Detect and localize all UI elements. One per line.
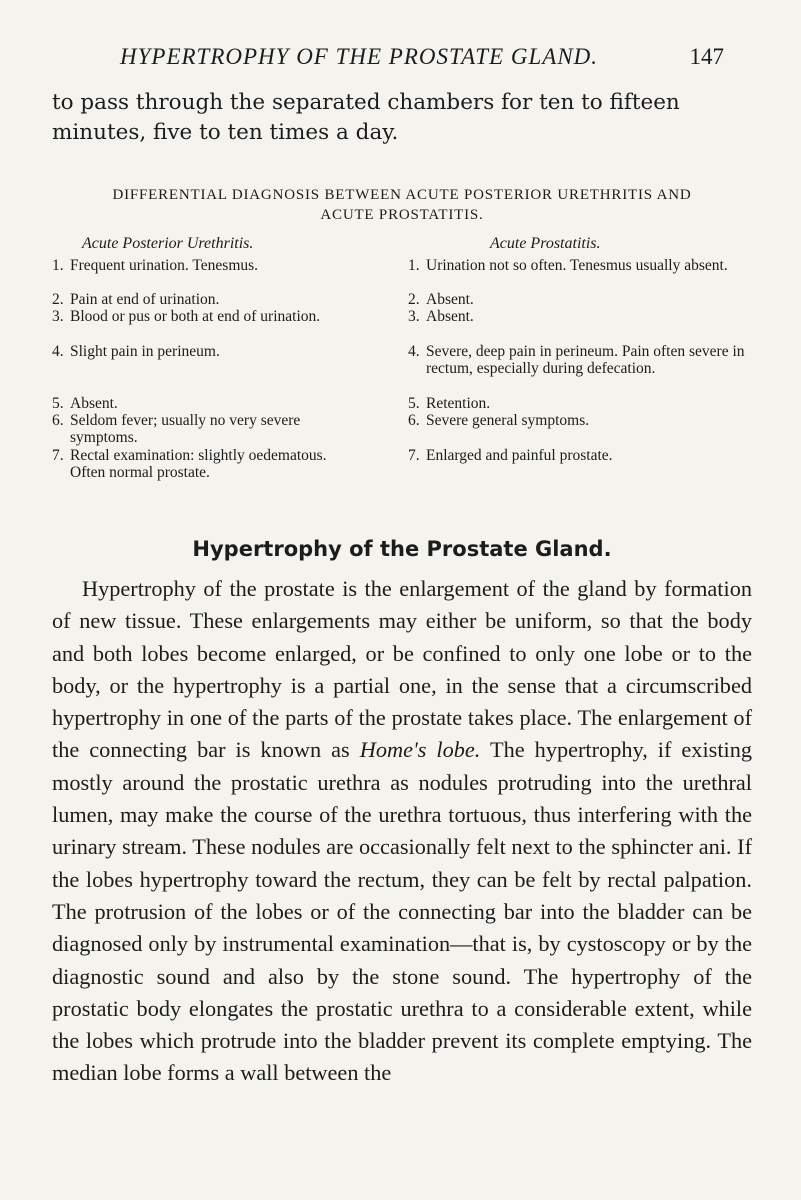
item-text: Retention. (426, 395, 491, 412)
urethritis-item (52, 343, 332, 360)
item-text: Frequent urination. Tenesmus. (70, 257, 259, 274)
section-heading-line2: ACUTE PROSTATITIS. (320, 207, 484, 223)
item-number: 7. (408, 447, 420, 464)
prostatitis-item (408, 291, 753, 308)
item-text: Absent. (426, 308, 474, 325)
item-number: 5. (408, 395, 420, 412)
item-text: Enlarged and painful prostate. (426, 447, 613, 464)
item-text: Blood or pus or both at end of urination. (70, 308, 321, 325)
item-text: Seldom fever; usually no very severe symptoms. (70, 412, 301, 446)
item-number: 6. (52, 412, 64, 429)
item-number: 7. (52, 447, 64, 464)
item-number: 4. (52, 343, 64, 360)
item-text: Absent. (426, 291, 474, 308)
urethritis-item (52, 447, 332, 481)
prostatitis-item (408, 308, 753, 325)
prostatitis-item (408, 395, 753, 412)
urethritis-item (52, 412, 332, 446)
item-number: 2. (408, 291, 420, 308)
chapter-heading: Hypertrophy of the Prostate Gland. (192, 537, 612, 561)
section-heading-line1: DIFFERENTIAL DIAGNOSIS BETWEEN ACUTE POSTERIOR URETHRITIS AND (112, 187, 692, 203)
body-paragraph (52, 573, 752, 1090)
item-number: 2. (52, 291, 64, 308)
item-text: Pain at end of urination. (70, 291, 220, 308)
column-header-prostatitis: Acute Prostatitis. (490, 235, 601, 252)
intro-paragraph: to pass through the separated chambers for ten to fifteen minutes, five to ten times a day. (52, 90, 680, 145)
item-number: 5. (52, 395, 64, 412)
prostatitis-item (408, 447, 753, 464)
running-title: HYPERTROPHY OF THE PROSTATE GLAND. (120, 44, 599, 69)
item-text: Severe, deep pain in perineum. Pain often severe in rectum, especially during defecation. (426, 343, 745, 377)
item-number: 3. (52, 308, 64, 325)
section-heading (52, 185, 752, 225)
page-number: 147 (689, 44, 724, 69)
prostatitis-item (408, 257, 753, 274)
prostatitis-item (408, 412, 753, 429)
urethritis-item (52, 257, 332, 274)
item-number: 4. (408, 343, 420, 360)
body-text-part1: Hypertrophy of the prostate is the enlargement of the gland by formation of new tissue. These enlargements may either be uniform, so that the body and both lobes become enlarged, or be confined to only one lobe or to the body, or the hypertrophy is a partial one, in the sense that a circumscribed hypertrophy in one of the parts of the prostate takes place. The enlargement of the connecting bar is known as (52, 576, 752, 763)
item-text: Severe general symptoms. (426, 412, 590, 429)
homes-lobe-term: Home's lobe. (359, 737, 481, 763)
urethritis-item (52, 395, 332, 412)
body-text (52, 573, 752, 1090)
item-number: 1. (408, 257, 420, 274)
body-text-part2: The hypertrophy, if existing mostly around the prostatic urethra as nodules protruding into the urethral lumen, may make the course of the urethra tortuous, thus interfering with the urinary stream. These nodules are occasionally felt next to the sphincter ani. If the lobes hypertrophy toward the rectum, they can be felt by rectal palpation. The protrusion of the lobes or of the connecting bar into the bladder can be diagnosed only by instrumental examination—that is, by cystoscopy or by the diagnostic sound and also by the stone sound. The hypertrophy of the prostatic body elongates the prostatic urethra to a considerable extent, while the lobes which protrude into the bladder prevent its complete emptying. The median lobe forms a wall between the (52, 737, 753, 1086)
urethritis-item (52, 291, 332, 308)
column-header-urethritis: Acute Posterior Urethritis. (82, 235, 254, 252)
running-head (120, 44, 724, 74)
item-number: 1. (52, 257, 64, 274)
item-text: Slight pain in perineum. (70, 343, 220, 360)
item-text: Rectal examination: slightly oedematous. Often normal prostate. (70, 447, 327, 481)
prostatitis-item (408, 343, 753, 377)
item-text: Absent. (70, 395, 118, 412)
item-text: Urination not so often. Tenesmus usually absent. (426, 257, 728, 274)
item-number: 6. (408, 412, 420, 429)
item-number: 3. (408, 308, 420, 325)
urethritis-item (52, 308, 332, 325)
